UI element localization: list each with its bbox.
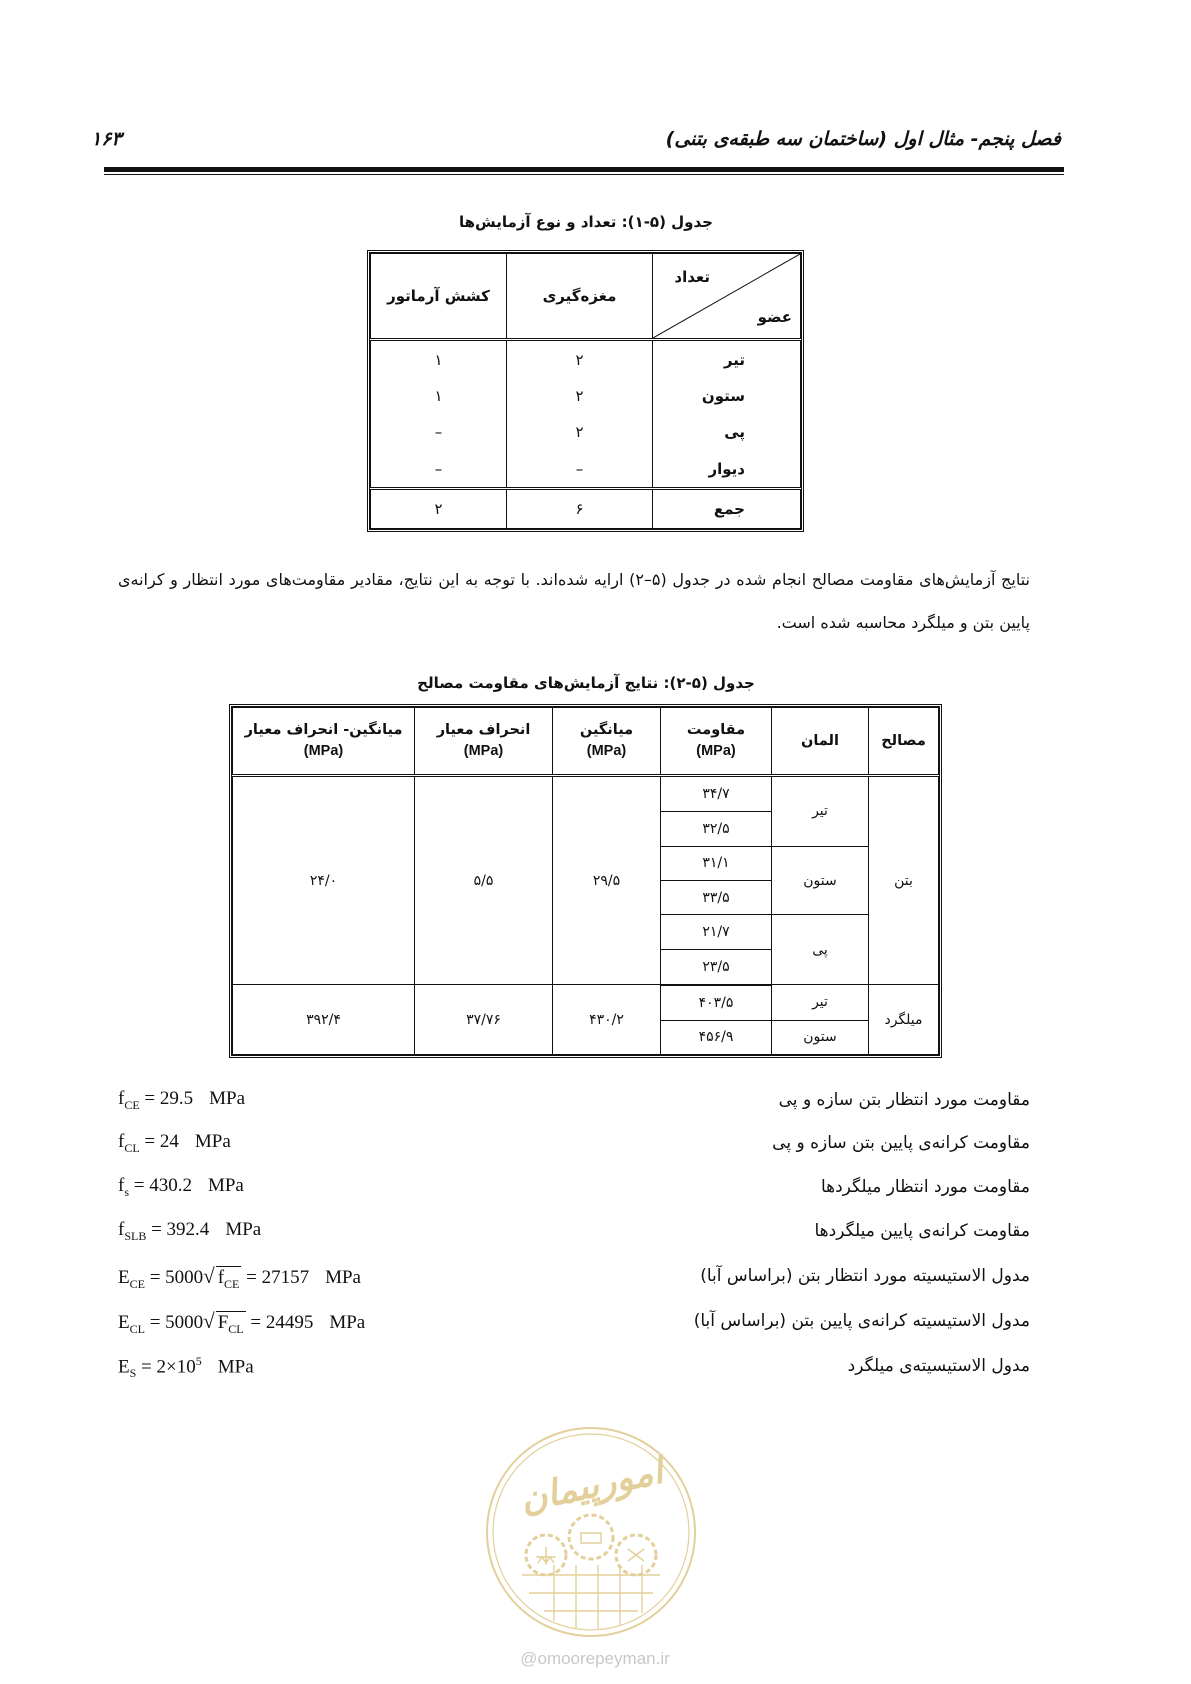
table-row — [233, 985, 939, 1020]
element-cell: تیر — [772, 985, 869, 1020]
row-label: ستون — [653, 378, 801, 414]
formula-expression: $E_{CL} = 5000√$ $F_{CL} = 24495$ MPa — [118, 1309, 366, 1336]
formula-expression: $f_{SLB} = 392.4$ MPa — [118, 1219, 262, 1243]
cell: – — [371, 450, 507, 489]
formula-label: مقاومت کرانه‌ی پایین میلگردها — [814, 1221, 1030, 1241]
formula-row — [118, 1311, 1030, 1351]
tests-table — [367, 250, 804, 532]
cell: ۱ — [371, 378, 507, 414]
formula-row — [118, 1356, 1030, 1396]
std-cell: ۵/۵ — [415, 776, 553, 985]
material-cell: میلگرد — [869, 985, 939, 1055]
strength-cell: ۴۵۶/۹ — [661, 1020, 772, 1054]
cell: ۲ — [371, 489, 507, 529]
table2-caption: جدول (۵-۲): نتایج آزمایش‌های مقاومت مصالح — [417, 674, 755, 692]
column-header-strength: مقاومت (MPa) — [661, 708, 772, 776]
element-cell: ستون — [772, 846, 869, 915]
formula-label: مقاومت کرانه‌ی پایین بتن سازه و پی — [772, 1133, 1030, 1153]
element-cell: پی — [772, 915, 869, 985]
formula-expression: $E_{CE} = 5000√$ $f_{CE} = 27157$ MPa — [118, 1264, 361, 1291]
table-header-row — [371, 254, 801, 340]
sqrt-sign: √ — [203, 1309, 215, 1333]
cell: ۲ — [507, 340, 653, 379]
column-header: کشش آرماتور — [371, 254, 507, 340]
table1-caption: جدول (۵-۱): تعداد و نوع آزمایش‌ها — [459, 213, 713, 231]
corner-label-count: تعداد — [674, 268, 710, 286]
table-row — [371, 450, 801, 489]
column-header-element: المان — [772, 708, 869, 776]
corner-header-cell — [653, 254, 801, 340]
page-number: ۱۶۳ — [91, 128, 122, 150]
header-rule — [104, 167, 1064, 172]
strength-cell: ۳۱/۱ — [661, 846, 772, 880]
formula-row — [118, 1177, 1030, 1217]
strength-cell: ۴۰۳/۵ — [661, 985, 772, 1020]
strength-cell: ۳۳/۵ — [661, 881, 772, 915]
formula-row — [118, 1090, 1030, 1130]
mean-minus-std-cell: ۳۹۲/۴ — [233, 985, 415, 1055]
element-cell: تیر — [772, 776, 869, 847]
cell: – — [371, 414, 507, 450]
formula-row — [118, 1221, 1030, 1261]
table-header-row — [233, 708, 939, 776]
table-row — [371, 414, 801, 450]
column-header-mean-minus-std: میانگین- انحراف معیار (MPa) — [233, 708, 415, 776]
mean-minus-std-cell: ۲۴/۰ — [233, 776, 415, 985]
formula-expression: $f_s = 430.2$ MPa — [118, 1175, 244, 1199]
strength-cell: ۳۴/۷ — [661, 776, 772, 812]
chapter-title: فصل پنجم- مثال اول (ساختمان سه طبقه‌ی بتنی) — [665, 128, 1061, 150]
formula-label: مدول الاستیسیته مورد انتظار بتن (براساس آبا) — [700, 1266, 1030, 1286]
total-row — [371, 489, 801, 529]
row-label: تیر — [653, 340, 801, 379]
formula-label: مدول الاستیسیته کرانه‌ی پایین بتن (براساس آبا) — [693, 1311, 1030, 1331]
formula-expression: $f_{CE} = 29.5$ MPa — [118, 1088, 246, 1112]
formula-label: مدول الاستیسیته‌ی میلگرد — [847, 1356, 1030, 1376]
table-row — [233, 776, 939, 812]
watermark-logo — [484, 1425, 698, 1639]
column-header-material: مصالح — [869, 708, 939, 776]
cell: – — [507, 450, 653, 489]
cell: ۱ — [371, 340, 507, 379]
formula-expression: $E_S = 2\times 10^5$ MPa — [118, 1354, 254, 1381]
table-row — [371, 340, 801, 379]
formula-expression: $f_{CL} = 24$ MPa — [118, 1131, 231, 1155]
formula-row — [118, 1133, 1030, 1173]
watermark-site: @omoorepeyman.ir — [520, 1649, 670, 1668]
watermark-logo-text: امورپیمان — [516, 1450, 667, 1521]
std-cell: ۳۷/۷۶ — [415, 985, 553, 1055]
strength-cell: ۲۱/۷ — [661, 915, 772, 949]
mean-cell: ۴۳۰/۲ — [553, 985, 661, 1055]
strength-cell: ۳۲/۵ — [661, 812, 772, 846]
body-paragraph: نتایج آزمایش‌های مقاومت مصالح انجام شده در جدول (۵–۲) ارایه شده‌اند. با توجه به این نتایج، مقادیر مقاومت‌های مورد انتظار و کرانه‌ی پایین بتن و میلگرد محاسبه شده است. — [118, 570, 1030, 632]
column-header: مغزه‌گیری — [507, 254, 653, 340]
table-row — [371, 378, 801, 414]
row-label: دیوار — [653, 450, 801, 489]
header-rule-thin — [104, 174, 1064, 175]
row-label: پی — [653, 414, 801, 450]
sqrt-sign: √ — [203, 1264, 215, 1288]
formula-row — [118, 1266, 1030, 1306]
cell: ۲ — [507, 414, 653, 450]
total-label: جمع — [653, 489, 801, 529]
formula-label: مقاومت مورد انتظار بتن سازه و پی — [778, 1090, 1030, 1110]
strength-cell: ۲۳/۵ — [661, 949, 772, 984]
cell: ۲ — [507, 378, 653, 414]
column-header-std: انحراف معیار (MPa) — [415, 708, 553, 776]
element-cell: ستون — [772, 1020, 869, 1054]
column-header-mean: میانگین (MPa) — [553, 708, 661, 776]
cell: ۶ — [507, 489, 653, 529]
results-table — [229, 704, 942, 1058]
formula-label: مقاومت مورد انتظار میلگردها — [820, 1177, 1030, 1197]
corner-label-member: عضو — [757, 308, 792, 326]
mean-cell: ۲۹/۵ — [553, 776, 661, 985]
material-cell: بتن — [869, 776, 939, 985]
